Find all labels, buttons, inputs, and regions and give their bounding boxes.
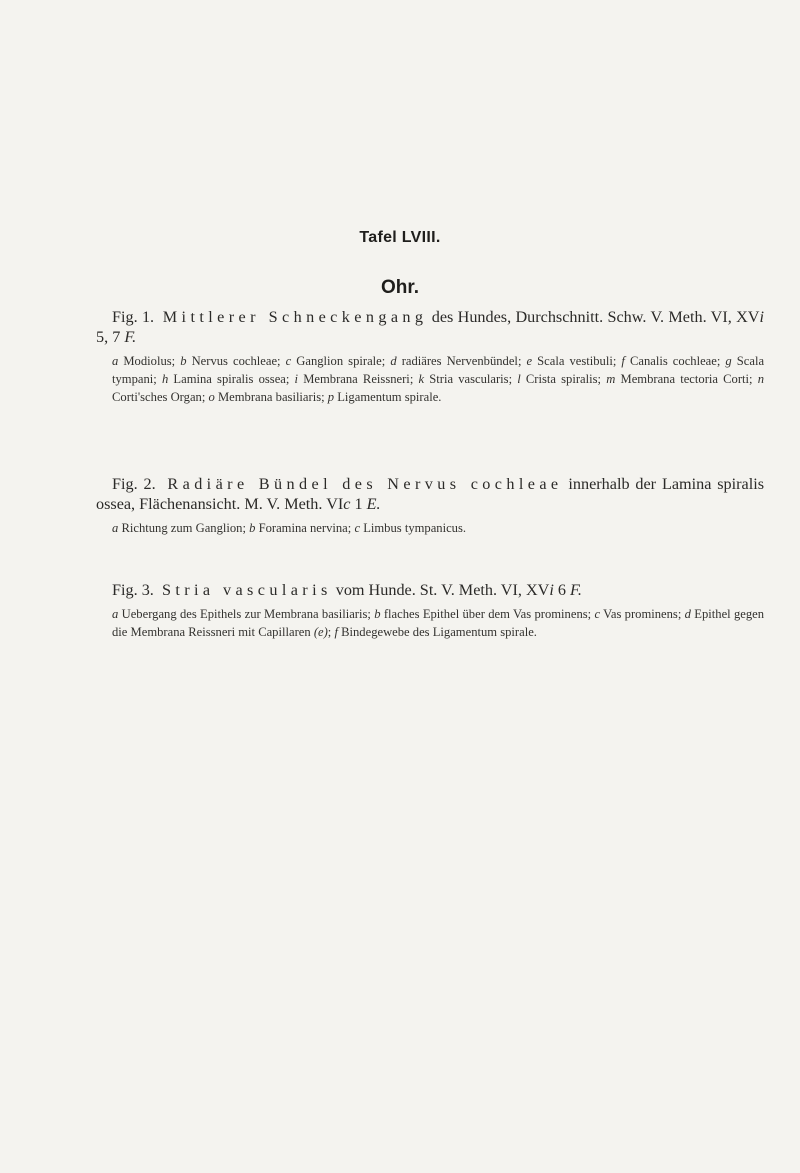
legend-text: Modiolus [123, 354, 172, 368]
figure-3-heading-sub: i [549, 581, 554, 599]
figure-2-heading-rest: innerhalb der Lamina spiralis ossea, Flächenansicht. M. V. Meth. VI [96, 475, 765, 513]
figure-2-heading-tail-italic: E. [366, 495, 381, 513]
figure-3-heading-tail: 6 [557, 581, 566, 599]
legend-text: Corti'sches Organ [112, 390, 202, 404]
legend-key: l [517, 372, 521, 386]
legend-text: Limbus tympanicus. [363, 521, 467, 535]
legend-text: radiäres Nervenbündel [401, 354, 518, 368]
figure-1-heading-tail-italic: F. [124, 328, 137, 346]
legend-key: a [112, 521, 119, 535]
legend-key: n [757, 372, 764, 386]
figure-2-heading-sub: c [343, 495, 351, 513]
legend-key: h [161, 372, 169, 386]
figure-2-heading [96, 474, 764, 514]
plate-title: Tafel LVIII. [359, 229, 441, 246]
legend-text: Ganglion spirale [296, 354, 382, 368]
legend-key: d [684, 607, 691, 621]
legend-text: Foramina nervina [258, 521, 348, 535]
legend-key: a [112, 354, 119, 368]
legend-key: p [327, 390, 335, 404]
legend-text: Canalis cochleae [629, 354, 717, 368]
legend-text: Scala tympani [112, 354, 765, 386]
legend-key: c [285, 354, 292, 368]
legend-text: Nervus cochleae [191, 354, 278, 368]
legend-key: b [249, 521, 256, 535]
legend-key: c [594, 607, 601, 621]
figure-1-heading-rest: des Hundes, Durchschnitt. Schw. V. Meth. VI, XV [431, 308, 760, 326]
legend-key: d [390, 354, 397, 368]
figure-3-label: Fig. 3. [112, 581, 154, 599]
legend-key: b [180, 354, 187, 368]
legend-text: Epithel gegen die Membrana Reissneri mit Capillaren [112, 607, 765, 639]
legend-text: Richtung zum Ganglion [121, 521, 243, 535]
figure-2-heading-tail: 1 [354, 495, 363, 513]
figure-2-subject: Radiäre Bündel des Nervus cochleae [167, 475, 563, 493]
legend-text: Bindegewebe des Ligamentum spirale. [341, 625, 537, 639]
figure-1-heading-sub: i [759, 308, 764, 326]
legend-text: Ligamentum spirale. [337, 390, 442, 404]
legend-key: k [418, 372, 425, 386]
legend-key: m [606, 372, 616, 386]
legend-key: c [354, 521, 361, 535]
legend-text: (e) [313, 625, 328, 639]
legend-text: Lamina spiralis ossea [173, 372, 286, 386]
legend-key: g [725, 354, 732, 368]
legend-text: Uebergang des Epithels zur Membrana basiliaris [121, 607, 368, 621]
legend-text: Membrana tectoria Corti [620, 372, 750, 386]
figure-1-subject: Mittlerer Schneckengang [162, 308, 428, 326]
legend-text: Crista spiralis [525, 372, 598, 386]
figure-1-label: Fig. 1. [112, 308, 155, 326]
figure-1-heading-tail: 5, 7 [96, 328, 121, 346]
legend-key: b [374, 607, 381, 621]
legend-key: o [208, 390, 215, 404]
legend-key: f [621, 354, 625, 368]
figure-3-caption [96, 580, 764, 641]
legend-key: f [334, 625, 338, 639]
figure-3-heading-rest: vom Hunde. St. V. Meth. VI, XV [335, 581, 550, 599]
figure-2-caption [96, 474, 764, 537]
legend-key: a [112, 607, 119, 621]
figure-3-subject: Stria vascularis [161, 581, 332, 599]
legend-text: flaches Epithel über dem Vas prominens [383, 607, 588, 621]
figure-2-legend: a Richtung zum Ganglion; b Foramina nervina; c Limbus tympanicus. [112, 521, 467, 535]
figure-3-heading-tail-italic: F. [570, 581, 582, 599]
legend-text: Scala vestibuli [537, 354, 613, 368]
figure-1-legend: a Modiolus; b Nervus cochleae; c Ganglion spirale; d radiäres Nervenbündel; e Scala vestibuli; f Canalis cochleae; g Scala tympani; h Lamina spiralis ossea; i Membrana Reissneri; k Stria vascularis; l Crista spiralis; m Membrana tectoria Corti; n Corti'sches Organ; o Membrana basiliaris; p Ligamentum spirale. [112, 354, 765, 404]
figure-3-heading [96, 580, 764, 600]
figure-2-label: Fig. 2. [112, 475, 156, 493]
legend-text: Vas prominens [603, 607, 678, 621]
legend-text: Membrana basiliaris [217, 390, 322, 404]
legend-key: e [526, 354, 533, 368]
figure-3-legend: a Uebergang des Epithels zur Membrana basiliaris; b flaches Epithel über dem Vas prominens; c Vas prominens; d Epithel gegen die Membrana Reissneri mit Capillaren (e); f Bindegewebe des Ligamentum spirale. [112, 607, 765, 639]
figure-1-heading [96, 307, 764, 347]
legend-key: i [294, 372, 299, 386]
legend-text: Stria vascularis [429, 372, 509, 386]
figure-1-caption [96, 307, 764, 406]
plate-subject: Ohr. [380, 277, 419, 298]
legend-text: Membrana Reissneri [303, 372, 410, 386]
